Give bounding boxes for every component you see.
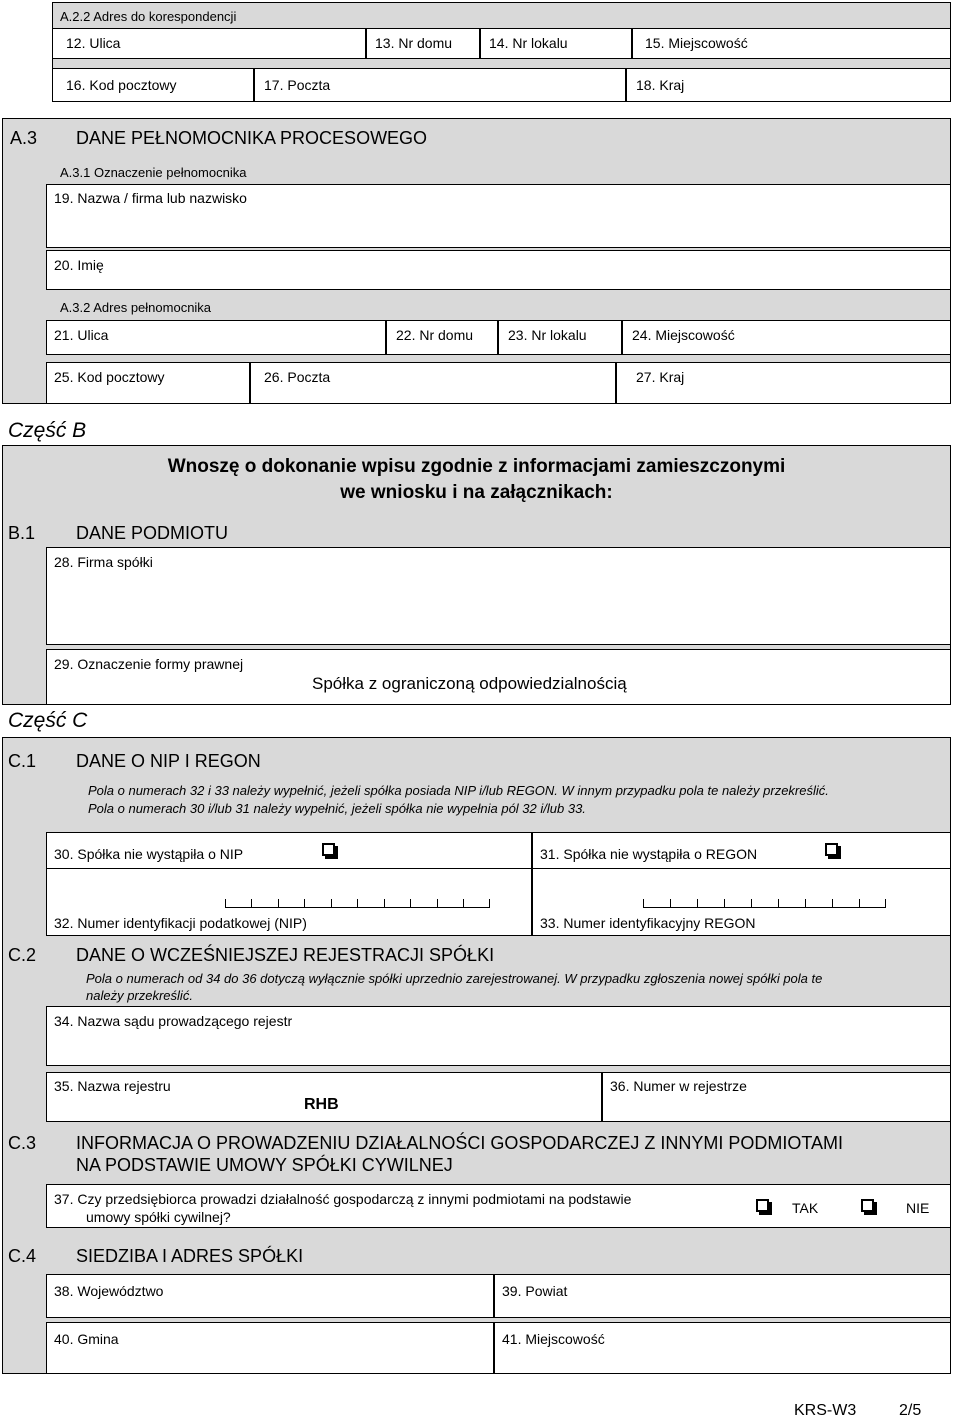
field-33-label: 33. Numer identyfikacyjny REGON	[540, 915, 756, 931]
part-b-title: Część B	[8, 419, 87, 442]
field-22-label: 22. Nr domu	[396, 327, 474, 343]
field-33-digit-boxes[interactable]	[643, 897, 886, 908]
field-24-label: 24. Miejscowość	[632, 327, 735, 343]
field-20-label: 20. Imię	[54, 257, 104, 273]
field-29-label: 29. Oznaczenie formy prawnej	[54, 656, 244, 672]
field-17-label: 17. Poczta	[264, 77, 331, 93]
section-c1-code: C.1	[8, 751, 37, 771]
field-25-label: 25. Kod pocztowy	[54, 369, 165, 385]
field-28-label: 28. Firma spółki	[54, 554, 153, 570]
field-15-label: 15. Miejscowość	[645, 35, 748, 51]
c2-note-1: Pola o numerach od 34 do 36 dotyczą wyłącznie spółki uprzednio zarejestrowanej. W przypadku zgłoszenia nowej spółki pola te	[86, 971, 823, 986]
field-41-label: 41. Miejscowość	[502, 1331, 605, 1347]
field-28-firma[interactable]	[46, 547, 951, 645]
field-29-value: Spółka z ograniczoną odpowiedzialnością	[312, 674, 627, 693]
field-40-gmina[interactable]	[46, 1322, 494, 1374]
section-c1-title: DANE O NIP I REGON	[76, 751, 261, 771]
c1-note-1: Pola o numerach 32 i 33 należy wypełnić, jeżeli spółka posiada NIP i/lub REGON. W innym przypadku pola te należy przekreślić.	[88, 783, 829, 798]
section-c3-title-line2: NA PODSTAWIE UMOWY SPÓŁKI CYWILNEJ	[76, 1155, 453, 1175]
field-32-digit-boxes[interactable]	[225, 897, 490, 908]
section-b1-title: DANE PODMIOTU	[76, 523, 229, 543]
section-c4-title: SIEDZIBA I ADRES SPÓŁKI	[76, 1246, 304, 1266]
field-31-checkbox[interactable]	[825, 843, 838, 856]
section-c2-code: C.2	[8, 945, 37, 965]
section-a22-title: A.2.2 Adres do korespondencji	[60, 9, 237, 24]
section-c2-title: DANE O WCZEŚNIEJSZEJ REJESTRACJI SPÓŁKI	[76, 945, 495, 965]
field-37-tak-checkbox[interactable]	[756, 1199, 769, 1212]
field-30-checkbox[interactable]	[322, 843, 335, 856]
field-27-label: 27. Kraj	[636, 369, 685, 385]
part-c-title: Część C	[8, 709, 88, 732]
field-14-label: 14. Nr lokalu	[489, 35, 568, 51]
field-26-label: 26. Poczta	[264, 369, 331, 385]
field-37-nie-label: NIE	[906, 1200, 930, 1216]
field-23-label: 23. Nr lokalu	[508, 327, 587, 343]
section-b1-code: B.1	[8, 523, 36, 543]
field-20-imie[interactable]	[46, 250, 951, 290]
field-36-label: 36. Numer w rejestrze	[610, 1078, 747, 1094]
field-39-label: 39. Powiat	[502, 1283, 568, 1299]
field-16-label: 16. Kod pocztowy	[66, 77, 177, 93]
field-32-label: 32. Numer identyfikacji podatkowej (NIP)	[54, 915, 307, 931]
field-37-label-line1: 37. Czy przedsiębiorca prowadzi działalność gospodarczą z innymi podmiotami na podstawie	[54, 1191, 632, 1207]
section-c3-title-line1: INFORMACJA O PROWADZENIU DZIAŁALNOŚCI GOSPODARCZEJ Z INNYMI PODMIOTAMI	[76, 1133, 844, 1153]
field-37-tak-label: TAK	[792, 1200, 819, 1216]
section-c4-code: C.4	[8, 1246, 37, 1266]
field-18-label: 18. Kraj	[636, 77, 685, 93]
field-35-label: 35. Nazwa rejestru	[54, 1078, 171, 1094]
field-40-label: 40. Gmina	[54, 1331, 119, 1347]
section-a31-title: A.3.1 Oznaczenie pełnomocnika	[60, 165, 247, 180]
section-c3-code: C.3	[8, 1133, 37, 1153]
section-a32-title: A.3.2 Adres pełnomocnika	[60, 300, 212, 315]
field-37-label-line2: umowy spółki cywilnej?	[86, 1209, 231, 1225]
part-b-heading-line1: Wnoszę o dokonanie wpisu zgodnie z informacjami zamieszczonymi	[167, 456, 786, 477]
field-38-label: 38. Województwo	[54, 1283, 164, 1299]
field-31-label: 31. Spółka nie wystąpiła o REGON	[540, 846, 758, 862]
field-12-label: 12. Ulica	[66, 35, 121, 51]
part-b-heading-line2: we wniosku i na załącznikach:	[340, 482, 613, 503]
footer-form-code: KRS-W3	[794, 1402, 857, 1419]
field-30-label: 30. Spółka nie wystąpiła o NIP	[54, 846, 244, 862]
field-37-nie-checkbox[interactable]	[861, 1199, 874, 1212]
section-a3-title: DANE PEŁNOMOCNIKA PROCESOWEGO	[76, 128, 428, 148]
c2-note-2: należy przekreślić.	[86, 988, 193, 1003]
section-a3-code: A.3	[10, 128, 38, 148]
c1-note-2: Pola o numerach 30 i/lub 31 należy wypełnić, jeżeli spółka nie wypełnia pól 32 i/lub 33.	[88, 801, 586, 816]
field-21-label: 21. Ulica	[54, 327, 109, 343]
field-41-miejscowosc[interactable]	[494, 1322, 951, 1374]
footer-page-number: 2/5	[899, 1402, 922, 1419]
field-13-label: 13. Nr domu	[375, 35, 453, 51]
field-35-value: RHB	[304, 1096, 339, 1113]
field-19-label: 19. Nazwa / firma lub nazwisko	[54, 190, 247, 206]
field-34-label: 34. Nazwa sądu prowadzącego rejestr	[54, 1013, 293, 1029]
